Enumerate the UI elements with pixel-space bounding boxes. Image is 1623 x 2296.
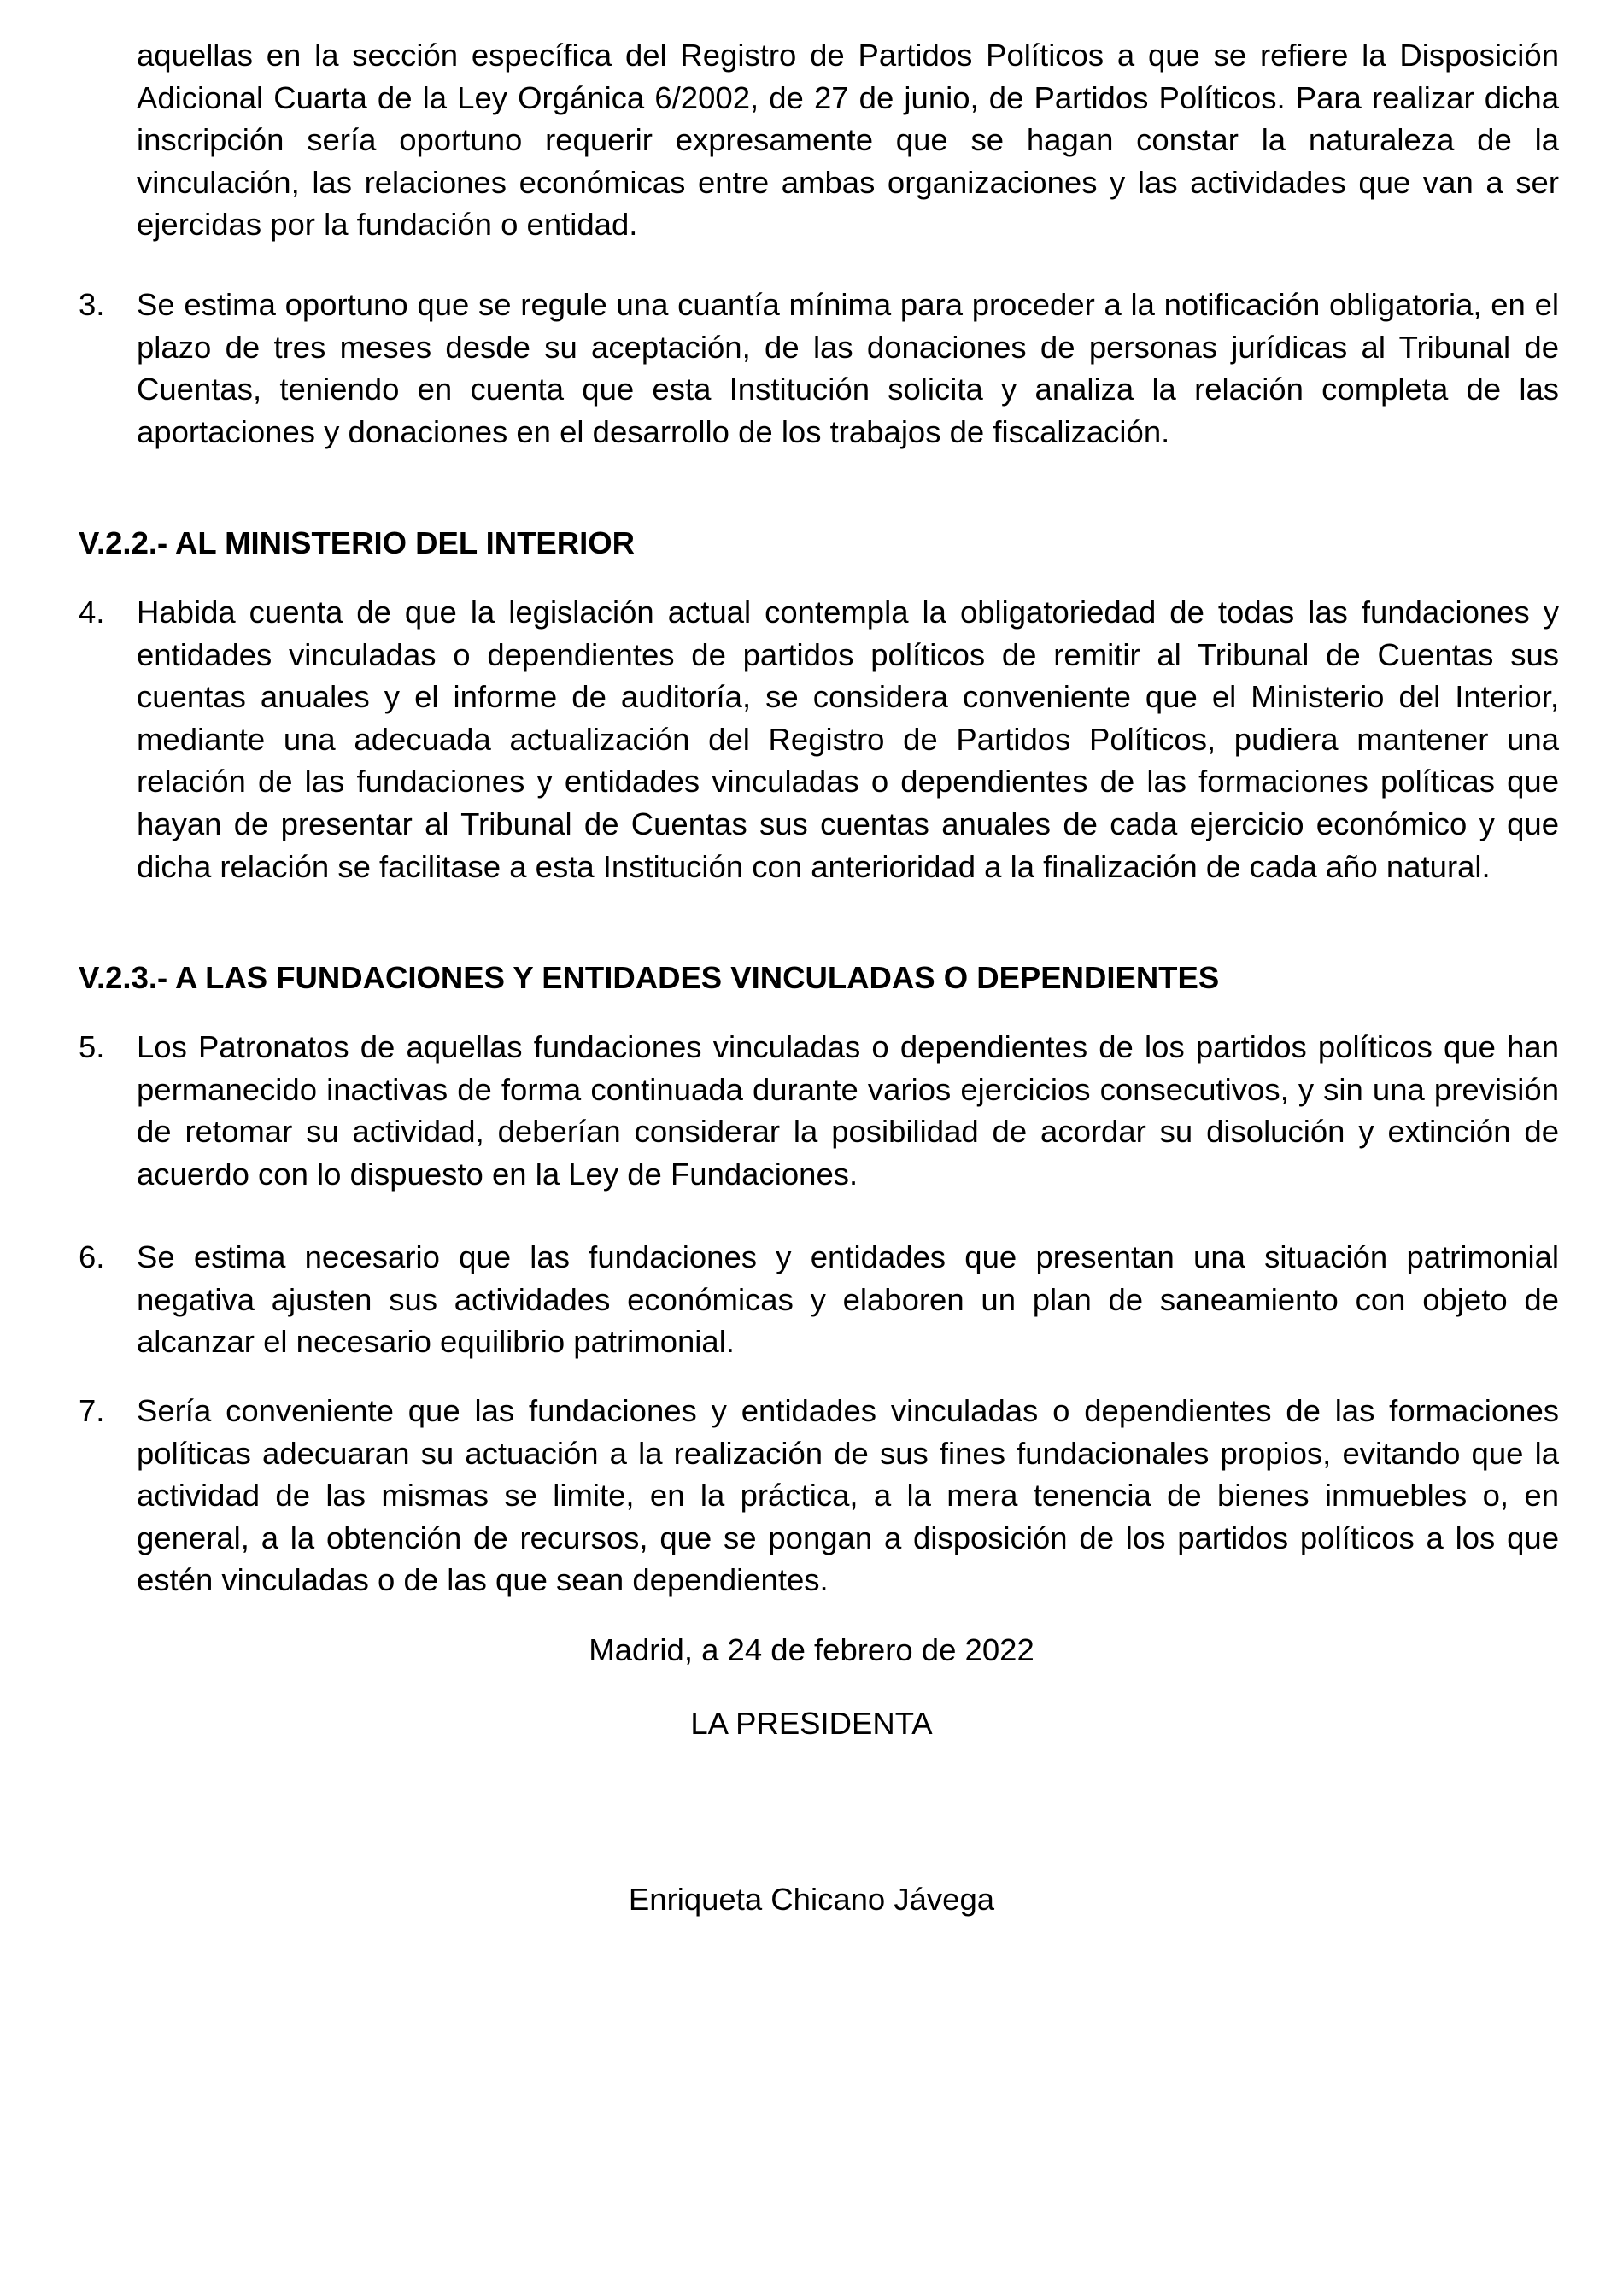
recommendation-6 [79,1236,1559,1363]
recommendation-number: 3. [79,287,105,322]
recommendation-number: 6. [79,1239,105,1274]
recommendation-text: Sería conveniente que las fundaciones y entidades vinculadas o dependientes de las formaciones políticas adecuaran su actuación a la realización de sus fines fundacionales propios, evitando que la actividad de las mismas se limite, en la práctica, a la mera tenencia de bienes inmuebles o, en general, a la obtención de recursos, que se pongan a disposición de los partidos políticos a los que estén vinculadas o de las que sean dependientes. [137,1393,1559,1598]
recommendation-text: Habida cuenta de que la legislación actual contempla la obligatoriedad de todas las fundaciones y entidades vinculadas o dependientes de partidos políticos de remitir al Tribunal de Cuentas sus cuentas anuales y el informe de auditoría, se considera conveniente que el Ministerio del Interior, mediante una adecuada actualización del Registro de Partidos Políticos, pudiera mantener una relación de las fundaciones y entidades vinculadas o dependientes de las formaciones políticas que hayan de presentar al Tribunal de Cuentas sus cuentas anuales de cada ejercicio económico y que dicha relación se facilitase a esta Institución con anterioridad a la finalización de cada año natural. [137,594,1559,884]
recommendation-text: Los Patronatos de aquellas fundaciones vinculadas o dependientes de los partidos políticos que han permanecido inactivas de forma continuada durante varios ejercicios consecutivos, y sin una previsión de retomar su actividad, deberían considerar la posibilidad de acordar su disolución y extinción de acuerdo con lo dispuesto en la Ley de Fundaciones. [137,1029,1559,1192]
signature-place-date: Madrid, a 24 de febrero de 2022 [589,1632,1034,1667]
recommendation-text: Se estima oportuno que se regule una cuantía mínima para proceder a la notificación obligatoria, en el plazo de tres meses desde su aceptación, de las donaciones de personas jurídicas al Tribunal de Cuentas, teniendo en cuenta que esta Institución solicita y analiza la relación completa de las aportaciones y donaciones en el desarrollo de los trabajos de fiscalización. [137,287,1559,449]
recommendation-number: 7. [79,1393,105,1428]
recommendation-5 [79,1026,1559,1195]
signature-title: LA PRESIDENTA [690,1706,933,1741]
section-heading-fundaciones: V.2.3.- A LAS FUNDACIONES Y ENTIDADES VINCULADAS O DEPENDIENTES [79,960,1220,995]
recommendation-number: 4. [79,594,105,630]
signature-name: Enriqueta Chicano Jávega [628,1882,995,1917]
intro-paragraph: aquellas en la sección específica del Registro de Partidos Políticos a que se refiere la Disposición Adicional Cuarta de la Ley Orgánica 6/2002, de 27 de junio, de Partidos Políticos. Para realizar dicha inscripción sería oportuno requerir expresamente que se hagan constar la naturaleza de la vinculación, las relaciones económicas entre ambas organizaciones y las actividades que van a ser ejercidas por la fundación o entidad. [137,38,1559,243]
section-heading-ministerio-interior: V.2.2.- AL MINISTERIO DEL INTERIOR [79,525,636,560]
recommendation-4 [79,591,1559,887]
recommendation-7 [79,1390,1559,1602]
recommendation-text: Se estima necesario que las fundaciones y entidades que presentan una situación patrimonial negativa ajusten sus actividades económicas y elaboren un plan de saneamiento con objeto de alcanzar el necesario equilibrio patrimonial. [137,1239,1559,1360]
recommendation-3 [79,284,1559,453]
recommendation-number: 5. [79,1029,105,1064]
